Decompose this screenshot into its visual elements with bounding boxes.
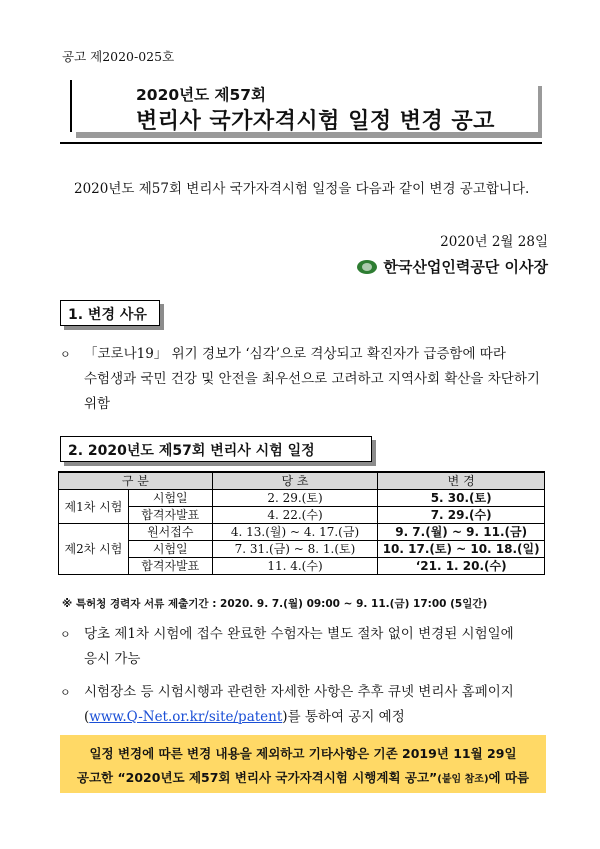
bullet-marker-icon: ㅇ	[60, 686, 71, 699]
bullet-2-post: )를 통하여 공지 예정	[282, 709, 405, 725]
final-line2-attachment: (붙임 참조)	[437, 774, 489, 785]
group-label: 제2차 시험	[59, 524, 129, 575]
row-original: 11. 4.(수)	[212, 558, 378, 575]
row-changed: 9. 7.(월) ~ 9. 11.(금)	[378, 524, 545, 541]
table-header-original: 당 초	[212, 472, 378, 490]
final-notice-line-2	[60, 768, 546, 786]
hrdk-logo-icon	[357, 260, 377, 274]
row-original: 2. 29.(토)	[212, 490, 378, 507]
issuer-name: 한국산업인력공단 이사장	[383, 258, 548, 276]
section1-heading	[60, 300, 160, 326]
table-row	[59, 524, 545, 541]
section2-heading-text: 2. 2020년도 제57회 변리사 시험 일정	[68, 443, 315, 459]
row-changed: 5. 30.(토)	[378, 490, 545, 507]
title-line-1: 2020년도 제57회	[136, 86, 266, 104]
row-changed: ‘21. 1. 20.(수)	[378, 558, 545, 575]
title-block	[60, 62, 542, 144]
group-label: 제1차 시험	[59, 490, 129, 524]
final-notice-line-1: 일정 변경에 따른 변경 내용을 제외하고 기타사항은 기존 2019년 11월 29일	[89, 746, 517, 761]
table-row	[59, 507, 545, 524]
final-notice-box	[60, 735, 546, 793]
footnote: ※ 특허청 경력자 서류 제출기간 : 2020. 9. 7.(월) 09:00 ~ 9. 11.(금) 17:00 (5일간)	[62, 598, 488, 610]
table-header-category: 구 분	[59, 472, 213, 490]
row-original: 4. 22.(수)	[212, 507, 378, 524]
bullet-marker-icon: ㅇ	[60, 628, 71, 641]
row-changed: 7. 29.(수)	[378, 507, 545, 524]
table-row	[59, 558, 545, 575]
row-original: 7. 31.(금) ~ 8. 1.(토)	[212, 541, 378, 558]
title-line-2: 변리사 국가자격시험 일정 변경 공고	[136, 109, 495, 134]
table-row	[59, 541, 545, 558]
bullet-2-pre: 시험장소 등 시험시행과 관련한 자세한 사항은 추후 큐넷 변리사 홈페이지(	[84, 684, 514, 725]
section1-heading-text: 1. 변경 사유	[68, 307, 147, 323]
section2-bullet-1	[60, 622, 544, 672]
table-header-row	[59, 472, 545, 490]
schedule-table	[58, 471, 545, 575]
issuer	[357, 256, 548, 277]
bullet-1-text: 당초 제1차 시험에 접수 완료한 수험자는 별도 절차 없이 변경된 시험일에 응시 가능	[84, 626, 514, 667]
intro-paragraph: 2020년도 제57회 변리사 국가자격시험 일정을 다음과 같이 변경 공고합니다.	[74, 181, 530, 197]
row-item: 합격자발표	[128, 558, 212, 575]
row-changed: 10. 17.(토) ~ 10. 18.(일)	[378, 541, 545, 558]
bullet-marker-icon: ㅇ	[60, 348, 71, 361]
table-row	[59, 490, 545, 507]
row-original: 4. 13.(월) ~ 4. 17.(금)	[212, 524, 378, 541]
section2-heading	[60, 436, 372, 462]
section1-text: 「코로나19」 위기 경보가 ‘심각’으로 격상되고 확진자가 급증함에 따라 수험생과 국민 건강 및 안전을 최우선으로 고려하고 지역사회 확산을 차단하기 위함	[84, 346, 540, 412]
section2-bullet-2	[60, 680, 544, 730]
row-item: 시험일	[128, 541, 212, 558]
notice-number: 공고 제2020-025호	[62, 49, 175, 64]
bullet-2-text	[60, 680, 544, 730]
row-item: 시험일	[128, 490, 212, 507]
qnet-link[interactable]: www.Q-Net.or.kr/site/patent	[89, 709, 283, 725]
final-line2-pre: 공고한 “2020년도 제57회 변리사 국가자격시험 시행계획 공고”	[76, 770, 438, 785]
table-header-changed: 변 경	[378, 472, 545, 490]
notice-date: 2020년 2월 28일	[440, 234, 548, 250]
section1-bullet	[60, 342, 544, 417]
row-item: 원서접수	[128, 524, 212, 541]
final-line2-post: 에 따름	[488, 770, 530, 785]
row-item: 합격자발표	[128, 507, 212, 524]
